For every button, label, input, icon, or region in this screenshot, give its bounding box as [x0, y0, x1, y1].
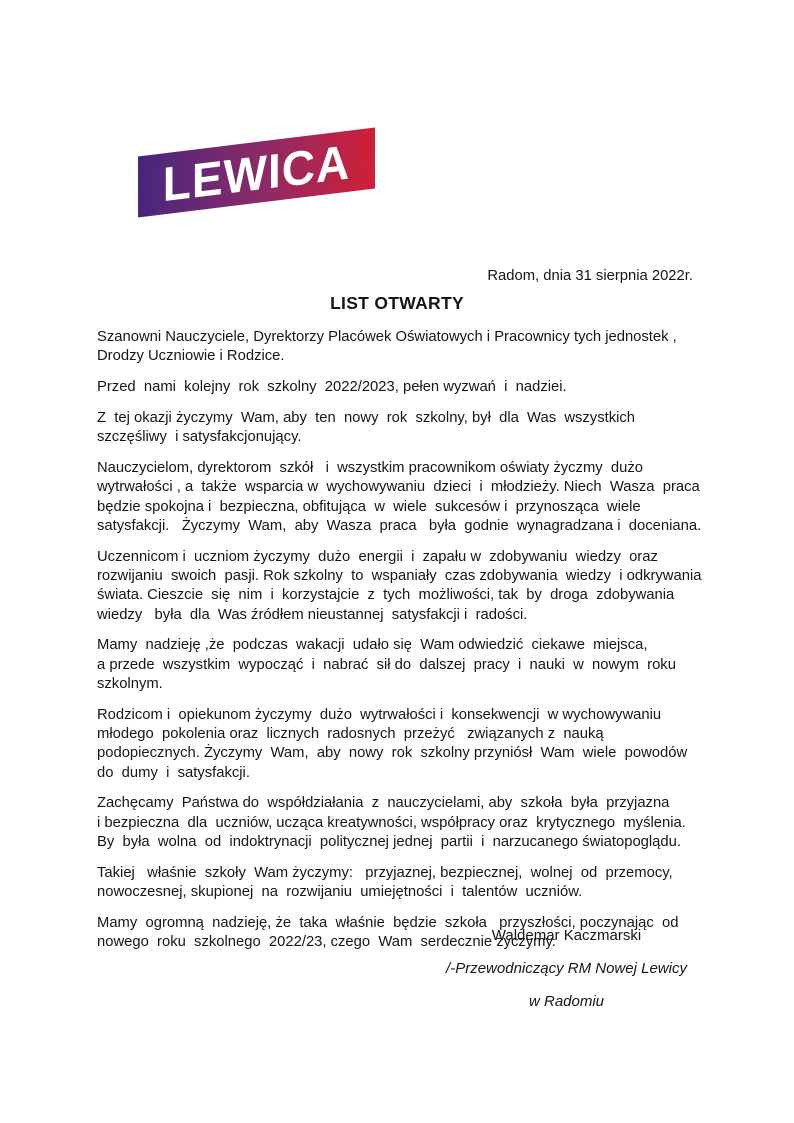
paragraph-line: Szanowni Nauczyciele, Dyrektorzy Placówek Oświatowych i Pracownicy tych jednostek , — [97, 329, 677, 345]
date-line: Radom, dnia 31 sierpnia 2022r. — [487, 268, 693, 284]
paragraph — [97, 378, 713, 397]
paragraph-line: Mamy ogromną nadzieję, że taka właśnie będzie szkoła przyszłości, poczynając od — [97, 914, 679, 931]
paragraph — [97, 794, 713, 852]
paragraph-line: świata. Cieszcie się nim i korzystajcie z tych możliwości, tak by droga zdobywania — [97, 587, 675, 604]
paragraph — [97, 409, 713, 448]
paragraph — [97, 636, 713, 694]
paragraph-line: Z tej okazji życzymy Wam, aby ten nowy rok szkolny, był dla Was wszystkich — [97, 409, 636, 426]
paragraph-line: Mamy nadzieję ,że podczas wakacji udało się Wam odwiedzić ciekawe miejsca, — [97, 637, 648, 654]
paragraph — [97, 706, 713, 783]
paragraph-line: By była wolna od indoktrynacji politycznej jednej partii i narzucanego światopoglądu. — [97, 834, 681, 851]
paragraph — [97, 864, 713, 903]
paragraph-line: i bezpieczna dla uczniów, ucząca kreatywności, współpracy oraz krytycznego myślenia. — [97, 814, 686, 831]
paragraph-line: satysfakcji. Życzymy Wam, aby Wasza praca była godnie wynagradzana i doceniana. — [97, 517, 702, 534]
paragraph-line: szczęśliwy i satysfakcjonujący. — [97, 429, 302, 446]
paragraph-line: rozwijaniu swoich pasji. Rok szkolny to wspaniały czas zdobywania wiedzy i odkrywania — [97, 567, 702, 584]
paragraph-line: Nauczycielom, dyrektorom szkół i wszystkim pracownikom oświaty życzmy dużo — [97, 459, 643, 476]
paragraph-line: podopiecznych. Życzymy Wam, aby nowy rok szkolny przyniósł Wam wiele powodów — [97, 745, 688, 762]
signature-role: /-Przewodniczący RM Nowej Lewicy — [446, 960, 687, 977]
signature-location: w Radomiu — [528, 993, 605, 1010]
paragraph-line: wytrwałości , a także wsparcia w wychowywaniu dzieci i młodzieży. Niech Wasza praca — [97, 479, 700, 496]
letter-title: LIST OTWARTY — [330, 293, 464, 313]
lewica-logo-text: LEWICA — [162, 133, 351, 212]
paragraph-line: Zachęcamy Państwa do współdziałania z nauczycielami, aby szkoła była przyjazna — [97, 795, 670, 812]
paragraph-line: Przed nami kolejny rok szkolny 2022/2023, pełen wyzwań i nadziei. — [97, 379, 567, 396]
paragraph-line: młodego pokolenia oraz licznych radosnych przeżyć związanych z nauką — [97, 726, 604, 743]
paragraph-line: nowoczesnej, skupionej na rozwijaniu umiejętności i talentów uczniów. — [97, 884, 583, 901]
paragraph — [97, 328, 713, 367]
paragraph-line: a przede wszystkim wypocząć i nabrać sił do dalszej pracy i nauki w nowym roku — [97, 656, 676, 673]
signature-name: Waldemar Kaczmarski — [491, 927, 642, 944]
letter-body — [97, 328, 713, 964]
paragraph-line: wiedzy była dla Was źródłem nieustannej satysfakcji i radości. — [97, 606, 528, 623]
paragraph-line: do dumy i satysfakcji. — [97, 764, 250, 781]
paragraph-line: Rodzicom i opiekunom życzymy dużo wytrwałości i konsekwencji w wychowywaniu — [97, 706, 662, 723]
paragraph — [97, 548, 713, 625]
paragraph-line: Uczennicom i uczniom życzymy dużo energii i zapału w zdobywaniu wiedzy oraz — [97, 548, 658, 565]
paragraph-line: szkolnym. — [97, 675, 163, 692]
signature-block — [394, 926, 739, 1011]
paragraph-line: Takiej właśnie szkoły Wam życzymy: przyjaznej, bezpiecznej, wolnej od przemocy, — [97, 864, 673, 881]
paragraph-line: Drodzy Uczniowie i Rodzice. — [97, 348, 285, 365]
paragraph-line: nowego roku szkolnego 2022/23, czego Wam serdecznie życzymy. — [97, 934, 556, 951]
paragraph-line: będzie spokojna i bezpieczna, obfitująca w wiele sukcesów i przynosząca wiele — [97, 498, 641, 515]
lewica-logo — [138, 127, 375, 217]
paragraph — [97, 459, 713, 536]
